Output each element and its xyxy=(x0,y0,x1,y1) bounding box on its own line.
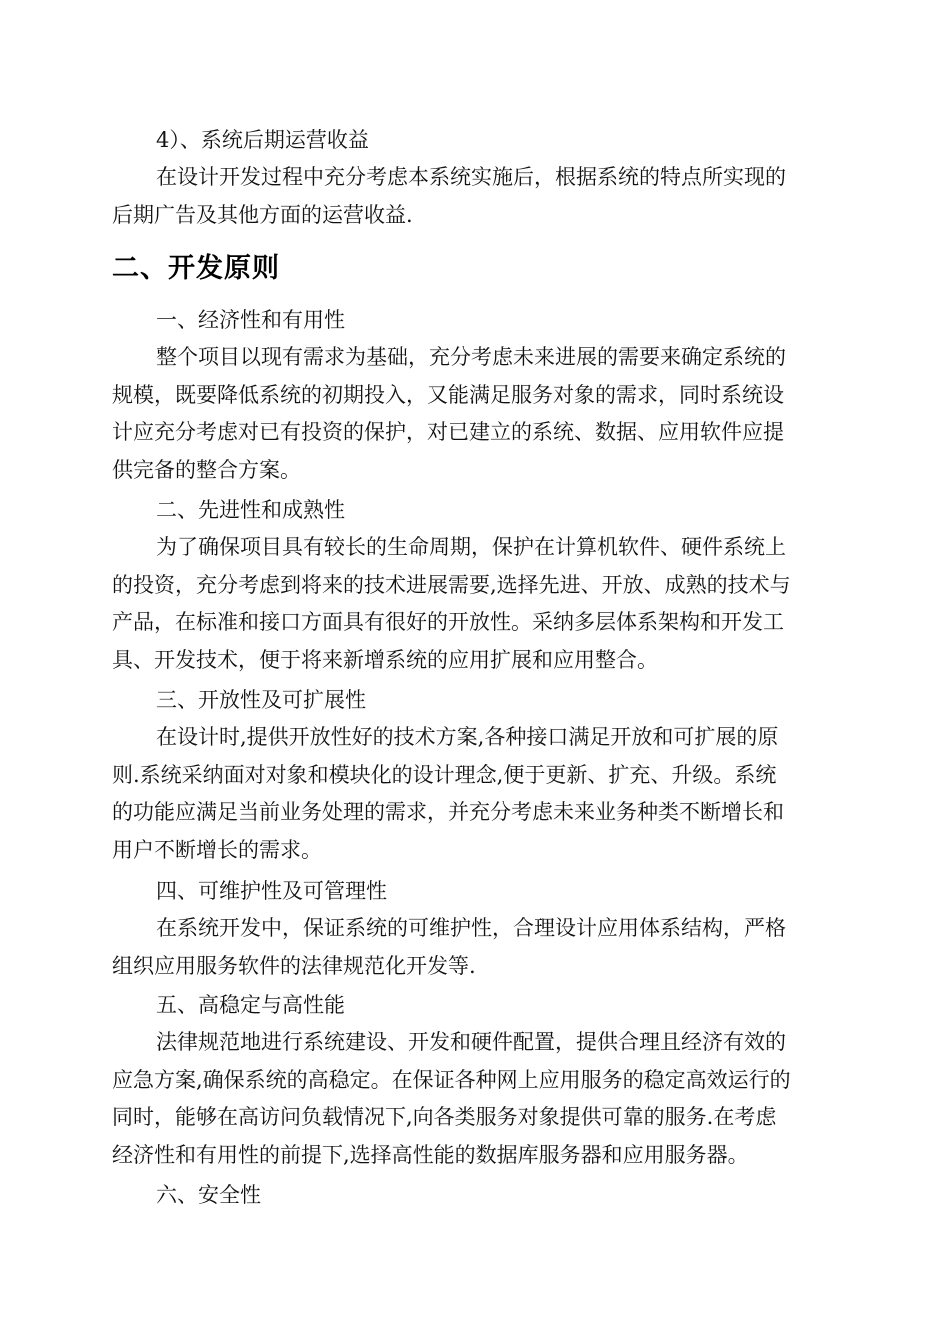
text-line: 在设计开发过程中充分考虑本系统实施后，根据系统的特点所实现的 xyxy=(156,165,786,189)
text-line: 供完备的整合方案。 xyxy=(112,457,301,482)
text-line: 后期广告及其他方面的运营收益. xyxy=(112,202,413,227)
text-line: 经济性和有用性的前提下,选择高性能的数据库服务器和应用服务器。 xyxy=(112,1142,749,1167)
text-line: 应急方案,确保系统的高稳定。在保证各种网上应用服务的稳定高效运行的 xyxy=(112,1067,791,1092)
paragraph-openness xyxy=(112,719,838,869)
paragraph-advanced xyxy=(112,529,838,679)
text-line: 组织应用服务软件的法律规范化开发等. xyxy=(112,953,476,978)
text-line: 用户不断增长的需求。 xyxy=(112,837,322,862)
section-heading-development-principles: 二、开发原则 xyxy=(112,253,280,284)
subsection-title-maintainability: 四、可维护性及可管理性 xyxy=(156,879,387,903)
text-line: 整个项目以现有需求为基础，充分考虑未来进展的需要来确定系统的 xyxy=(156,345,786,369)
text-line: 同时，能够在高访问负载情况下,向各类服务对象提供可靠的服务.在考虑 xyxy=(112,1105,777,1129)
paragraph-stability xyxy=(112,1024,838,1174)
text-line: 的功能应满足当前业务处理的需求，并充分考虑未来业务种类不断增长和 xyxy=(112,800,784,824)
subsection-title-operating-revenue: 4）、系统后期运营收益 xyxy=(156,128,369,152)
subsection-title-security: 六、安全性 xyxy=(156,1183,261,1207)
text-line: 规模，既要降低系统的初期投入，又能满足服务对象的需求，同时系统设 xyxy=(112,382,784,407)
text-line: 法律规范地进行系统建设、开发和硬件配置，提供合理且经济有效的 xyxy=(156,1030,786,1054)
paragraph-maintainability xyxy=(112,910,838,985)
text-line: 的投资，充分考虑到将来的技术进展需要,选择先进、开放、成熟的技术与 xyxy=(112,572,791,597)
subsection-title-openness: 三、开放性及可扩展性 xyxy=(156,688,366,712)
text-line: 产品，在标准和接口方面具有很好的开放性。采纳多层体系架构和开发工 xyxy=(112,610,784,634)
text-line: 计应充分考虑对已有投资的保护，对已建立的系统、数据、应用软件应提 xyxy=(112,420,784,444)
text-line: 在设计时,提供开放性好的技术方案,各种接口满足开放和可扩展的原 xyxy=(156,725,779,749)
text-line: 则.系统采纳面对对象和模块化的设计理念,便于更新、扩充、升级。系统 xyxy=(112,762,777,787)
text-line: 在系统开发中，保证系统的可维护性，合理设计应用体系结构，严格 xyxy=(156,916,786,940)
subsection-title-stability: 五、高稳定与高性能 xyxy=(156,993,345,1017)
subsection-title-advanced: 二、先进性和成熟性 xyxy=(156,498,345,522)
subsection-title-economy: 一、经济性和有用性 xyxy=(156,308,345,332)
text-line: 为了确保项目具有较长的生命周期，保护在计算机软件、硬件系统上 xyxy=(156,535,786,559)
text-line: 具、开发技术，便于将来新增系统的应用扩展和应用整合。 xyxy=(112,647,658,672)
paragraph-economy xyxy=(112,339,838,489)
paragraph-operating-revenue xyxy=(112,159,838,234)
